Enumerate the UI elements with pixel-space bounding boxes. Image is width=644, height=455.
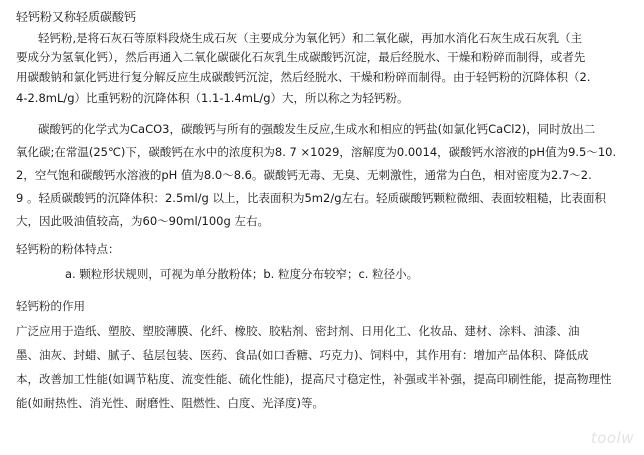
para3-line-3: 本，改善加工性能(如调节粘度、流变性能、硫化性能)，提高尺寸稳定性，补强或半补强，提高印刷性能，提高物理性	[16, 372, 612, 386]
heading-powder-features: 轻钙粉的粉体特点：	[16, 242, 120, 256]
para2-line-2: 氧化碳;在常温(25℃)下，碳酸钙在水中的浓度积为8. 7 ×1029，溶解度为0.0014，碳酸钙水溶液的pH值为9.5～10.	[16, 145, 617, 159]
para1-line-4: 4-2.8mL/g）比重钙粉的沉降体积（1.1-1.4mL/g）大，所以称之为轻钙粉。	[16, 91, 409, 105]
para3-line-4: 能(如耐热性、消光性、耐磨性、阻燃性、白度、光泽度)等。	[16, 396, 324, 410]
watermark-logo: toolw	[590, 429, 634, 447]
para2-line-4: 9 。轻质碳酸钙的沉降体积：2.5ml/g 以上，比表面积为5m2/g左右。轻质碳酸钙颗粒微细、表面较粗糙，比表面积	[16, 191, 606, 205]
para3-line-1: 广泛应用于造纸、塑胶、塑胶薄膜、化纤、橡胶、胶粘剂、密封剂、日用化工、化妆品、建材、涂料、油漆、油	[16, 324, 580, 338]
heading-light-calcium: 轻钙粉又称轻质碳酸钙	[16, 10, 137, 24]
features-list: a. 颗粒形状规则，可视为单分散粉体；b. 粒度分布较窄；c. 粒径小。	[65, 267, 419, 281]
para1-line-1: 轻钙粉,是将石灰石等原料段烧生成石灰（主要成分为氧化钙）和二氧化碳，再加水消化石灰生成石灰乳（主	[38, 31, 583, 45]
para2-line-3: 2，空气饱和碳酸钙水溶液的pH 值为8.0～8.6。碳酸钙无毒、无臭、无刺激性，通常为白色，相对密度为2.7～2.	[16, 168, 592, 182]
para1-line-2: 要成分为氢氧化钙），然后再通入二氧化碳碳化石灰乳生成碳酸钙沉淀，最后经脱水、干燥和粉碎而制得，或者先	[16, 50, 586, 64]
para2-line-5: 大，因此吸油值较高，为60～90ml/100g 左右。	[16, 214, 269, 228]
para1-line-3: 用碳酸钠和氯化钙进行复分解反应生成碳酸钙沉淀，然后经脱水、干燥和粉碎而制得。由于轻钙粉的沉降体积（2.	[16, 70, 591, 84]
para2-line-1: 碳酸钙的化学式为CaCO3，碳酸钙与所有的强酸发生反应,生成水和相应的钙盐(如氯化钙CaCl2)，同时放出二	[38, 122, 596, 136]
para3-line-2: 墨、油灰、封蜡、腻子、毡层包装、医药、食品(如口香糖、巧克力)、饲料中，其作用有：增加产品体积、降低成	[16, 348, 589, 362]
heading-uses: 轻钙粉的作用	[16, 299, 85, 313]
